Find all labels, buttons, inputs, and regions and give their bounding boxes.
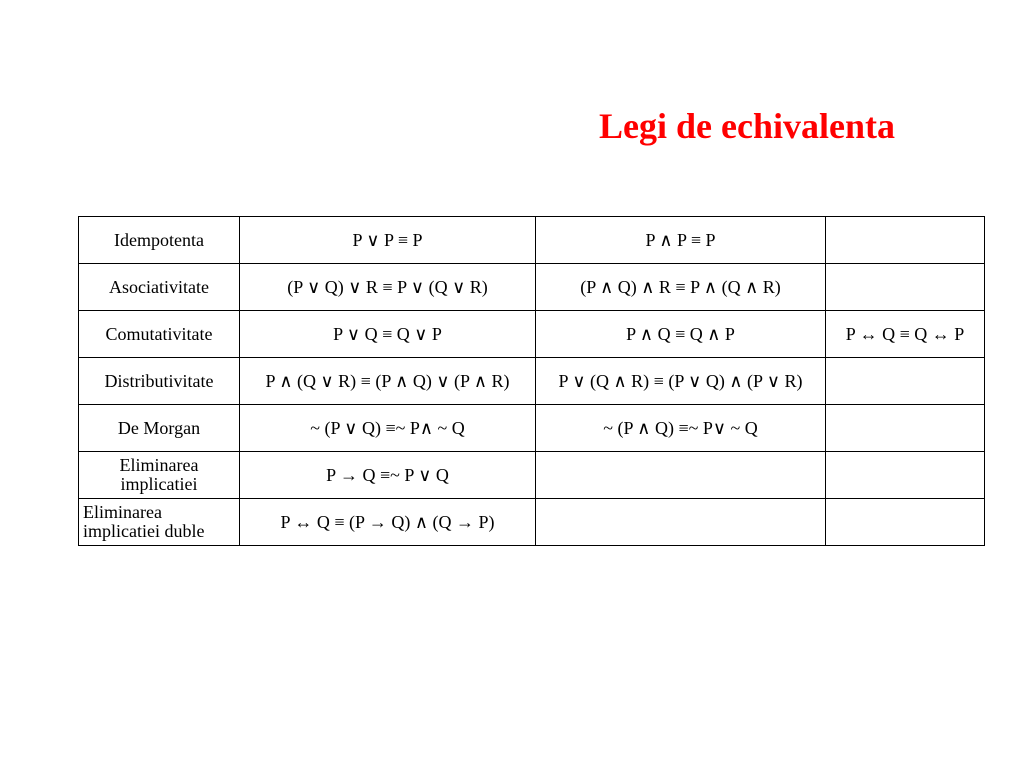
law-formula-cell: P ∨ P ≡ P bbox=[240, 217, 536, 264]
law-name-cell: De Morgan bbox=[79, 405, 240, 452]
table-row bbox=[79, 358, 985, 405]
law-formula-cell: P → Q ≡~ P ∨ Q bbox=[240, 452, 536, 499]
law-formula-cell bbox=[826, 358, 985, 405]
table-row bbox=[79, 405, 985, 452]
law-name-cell: Distributivitate bbox=[79, 358, 240, 405]
law-name-cell: Comutativitate bbox=[79, 311, 240, 358]
law-name-cell: Asociativitate bbox=[79, 264, 240, 311]
law-formula-cell: P ↔ Q ≡ (P → Q) ∧ (Q → P) bbox=[240, 499, 536, 546]
law-name-cell: Eliminarea implicatiei bbox=[79, 452, 240, 499]
law-formula-cell: P ∨ (Q ∧ R) ≡ (P ∨ Q) ∧ (P ∨ R) bbox=[536, 358, 826, 405]
table-row bbox=[79, 311, 985, 358]
equivalence-laws-table bbox=[78, 216, 985, 546]
law-formula-cell: P ∧ P ≡ P bbox=[536, 217, 826, 264]
law-name-cell: Idempotenta bbox=[79, 217, 240, 264]
law-formula-cell: P ∨ Q ≡ Q ∨ P bbox=[240, 311, 536, 358]
law-formula-cell: (P ∧ Q) ∧ R ≡ P ∧ (Q ∧ R) bbox=[536, 264, 826, 311]
law-formula-cell bbox=[826, 499, 985, 546]
page-title: Legi de echivalenta bbox=[599, 106, 895, 146]
law-formula-cell: P ∧ Q ≡ Q ∧ P bbox=[536, 311, 826, 358]
table-row bbox=[79, 264, 985, 311]
law-formula-cell: ~ (P ∧ Q) ≡~ P∨ ~ Q bbox=[536, 405, 826, 452]
table-row bbox=[79, 452, 985, 499]
law-formula-cell bbox=[536, 499, 826, 546]
law-formula-cell: ~ (P ∨ Q) ≡~ P∧ ~ Q bbox=[240, 405, 536, 452]
law-name-cell: Eliminarea implicatiei duble bbox=[79, 499, 240, 546]
law-formula-cell bbox=[826, 264, 985, 311]
law-formula-cell bbox=[826, 452, 985, 499]
table-row bbox=[79, 217, 985, 264]
law-formula-cell bbox=[826, 405, 985, 452]
law-formula-cell: (P ∨ Q) ∨ R ≡ P ∨ (Q ∨ R) bbox=[240, 264, 536, 311]
law-formula-cell bbox=[536, 452, 826, 499]
law-formula-cell: P ∧ (Q ∨ R) ≡ (P ∧ Q) ∨ (P ∧ R) bbox=[240, 358, 536, 405]
table-row bbox=[79, 499, 985, 546]
law-formula-cell: P ↔ Q ≡ Q ↔ P bbox=[826, 311, 985, 358]
law-formula-cell bbox=[826, 217, 985, 264]
